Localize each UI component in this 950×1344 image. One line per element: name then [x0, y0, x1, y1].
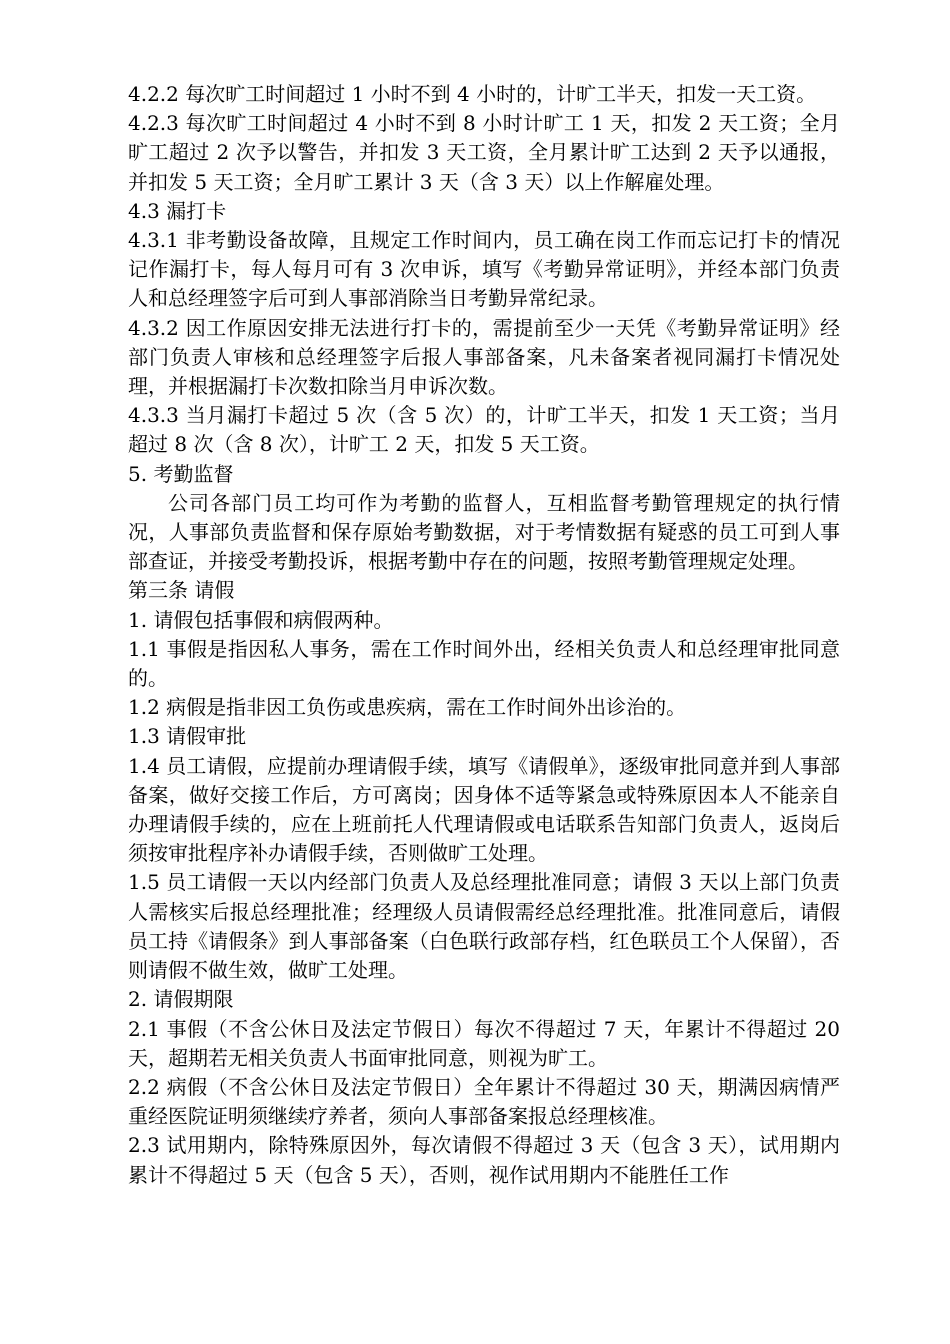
- section-heading-4-3: 4.3 漏打卡: [128, 198, 227, 223]
- clause-1: 1. 请假包括事假和病假两种。: [128, 607, 394, 632]
- clause-1-1: 1.1 事假是指因私人事务，需在工作时间外出，经相关负责人和总经理审批同意的。: [128, 636, 840, 691]
- section-heading-2: 2. 请假期限: [128, 987, 234, 1012]
- clause-4-2-3: 4.2.3 每次旷工时间超过 4 小时不到 8 小时计旷工 1 天，扣发 2 天工资；全月旷工超过 2 次予以警告，并扣发 3 天工资，全月累计旷工达到 2 天予以通报，并扣发 5 天工资；全月旷工累计 3 天（含 3 天）以上作解雇处理。: [128, 111, 840, 194]
- clause-4-3-1: 4.3.1 非考勤设备故障，且规定工作时间内，员工确在岗工作而忘记打卡的情况记作漏打卡，每人每月可有 3 次申诉，填写《考勤异常证明》，并经本部门负责人和总经理签字后可到人事部消除当日考勤异常纪录。: [128, 228, 840, 311]
- clause-1-3: 1.3 请假审批: [128, 724, 247, 749]
- article-heading-3: 第三条 请假: [128, 578, 235, 603]
- clause-1-4: 1.4 员工请假，应提前办理请假手续，填写《请假单》，逐级审批同意并到人事部备案，做好交接工作后，方可离岗；因身体不适等紧急或特殊原因本人不能亲自办理请假手续的，应在上班前托人代理请假或电话联系告知部门负责人，返岗后须按审批程序补办请假手续，否则做旷工处理。: [128, 753, 840, 866]
- supervision-paragraph: 公司各部门员工均可作为考勤的监督人，互相监督考勤管理规定的执行情况，人事部负责监督和保存原始考勤数据，对于考情数据有疑惑的员工可到人事部查证，并接受考勤投诉，根据考勤中存在的问题，按照考勤管理规定处理。: [128, 490, 840, 574]
- clause-2-2: 2.2 病假（不含公休日及法定节假日）全年累计不得超过 30 天，期满因病情严重经医院证明须继续疗养者，须向人事部备案报总经理核准。: [128, 1074, 840, 1129]
- clause-4-3-2: 4.3.2 因工作原因安排无法进行打卡的，需提前至少一天凭《考勤异常证明》经部门负责人审核和总经理签字后报人事部备案，凡未备案者视同漏打卡情况处理，并根据漏打卡次数扣除当月申诉次数。: [128, 315, 840, 399]
- clause-1-5: 1.5 员工请假一天以内经部门负责人及总经理批准同意；请假 3 天以上部门负责人需核实后报总经理批准；经理级人员请假需经总经理批准。批准同意后，请假员工持《请假条》到人事部备案（白色联行政部存档，红色联员工个人保留），否则请假不做生效，做旷工处理。: [128, 870, 840, 983]
- document-page: [128, 80, 840, 1190]
- clause-4-2-2: 4.2.2 每次旷工时间超过 1 小时不到 4 小时的，计旷工半天，扣发一天工资。: [128, 82, 817, 106]
- clause-2-1: 2.1 事假（不含公休日及法定节假日）每次不得超过 7 天，年累计不得超过 20 天，超期若无相关负责人书面审批同意，则视为旷工。: [128, 1016, 840, 1070]
- clause-2-3: 2.3 试用期内，除特殊原因外，每次请假不得超过 3 天（包含 3 天），试用期内累计不得超过 5 天（包含 5 天），否则，视作试用期内不能胜任工作: [128, 1133, 840, 1187]
- section-heading-5: 5. 考勤监督: [128, 461, 234, 486]
- clause-4-3-3: 4.3.3 当月漏打卡超过 5 次（含 5 次）的，计旷工半天，扣发 1 天工资；当月超过 8 次（含 8 次），计旷工 2 天，扣发 5 天工资。: [128, 403, 840, 457]
- clause-1-2: 1.2 病假是指非因工负伤或患疾病，需在工作时间外出诊治的。: [128, 695, 687, 720]
